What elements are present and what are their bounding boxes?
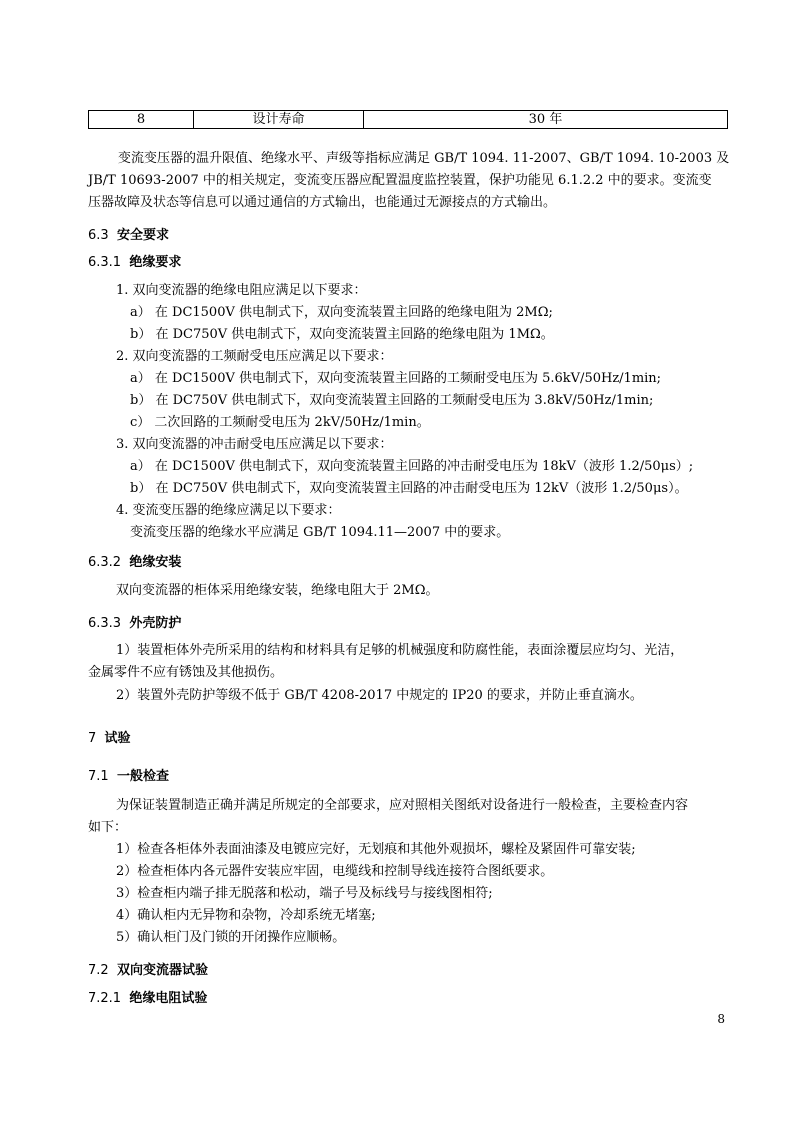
section-number: 7.2 [88, 963, 109, 978]
list-item: b） 在 DC750V 供电制式下，双向变流装置主回路的绝缘电阻为 1MΩ。 [130, 327, 554, 342]
section-number: 6.3.3 [88, 616, 122, 631]
paragraph: 金属零件不应有锈蚀及其他损伤。 [88, 665, 284, 680]
list-item: 1）检查各柜体外表面油漆及电镀应完好，无划痕和其他外观损坏，螺栓及紧固件可靠安装; [116, 842, 636, 857]
section-number: 6.3.2 [88, 555, 122, 570]
paragraph: 1）装置柜体外壳所采用的结构和材料具有足够的机械强度和防腐性能，表面涂覆层应均匀、光洁， [116, 643, 684, 658]
list-item: a） 在 DC1500V 供电制式下，双向变流装置主回路的工频耐受电压为 5.6kV/50Hz/1min; [130, 371, 662, 386]
list-item: 5）确认柜门及门锁的开闭操作应顺畅。 [116, 930, 346, 945]
list-item: a） 在 DC1500V 供电制式下，双向变流装置主回路的绝缘电阻为 2MΩ; [130, 305, 553, 320]
paragraph: 双向变流器的柜体采用绝缘安装，绝缘电阻大于 2MΩ。 [116, 583, 439, 598]
paragraph: 2）装置外壳防护等级不低于 GB/T 4208-2017 中规定的 IP20 的要求，并防止垂直滴水。 [116, 688, 643, 703]
spec-table [88, 110, 728, 129]
list-item: 3. 双向变流器的冲击耐受电压应满足以下要求： [116, 437, 393, 452]
list-item: 2）检查柜体内各元器件安装应牢固，电缆线和控制导线连接符合图纸要求。 [116, 864, 554, 879]
row-index-cell: 8 [89, 111, 194, 129]
list-item: c） 二次回路的工频耐受电压为 2kV/50Hz/1min。 [130, 415, 430, 430]
intro-line-3: 压器故障及状态等信息可以通过通信的方式输出，也能通过无源接点的方式输出。 [88, 195, 557, 210]
list-item: b） 在 DC750V 供电制式下，双向变流装置主回路的冲击耐受电压为 12kV（波形 1.2/50μs）。 [130, 481, 688, 496]
section-heading-7-1 [88, 767, 169, 787]
list-item: 变流变压器的绝缘水平应满足 GB/T 1094.11—2007 中的要求。 [130, 525, 510, 540]
section-heading-7 [88, 729, 131, 749]
list-item: 1. 双向变流器的绝缘电阻应满足以下要求： [116, 283, 367, 298]
section-number: 7.1 [88, 769, 109, 784]
list-item: 4）确认柜内无异物和杂物，冷却系统无堵塞; [116, 908, 376, 923]
list-item: 2. 双向变流器的工频耐受电压应满足以下要求： [116, 349, 393, 364]
section-title: 绝缘安装 [129, 555, 182, 570]
row-item-cell: 设计寿命 [194, 111, 364, 129]
section-number: 7.2.1 [88, 991, 122, 1006]
section-title: 外壳防护 [129, 616, 182, 631]
section-title: 试验 [104, 731, 131, 746]
section-heading-6-3-1 [88, 253, 181, 273]
intro-line-2: JB/T 10693-2007 中的相关规定，变流变压器应配置温度监控装置，保护功能见 6.1.2.2 中的要求。变流变 [88, 173, 712, 188]
list-item: a） 在 DC1500V 供电制式下，双向变流装置主回路的冲击耐受电压为 18kV（波形 1.2/50μs）; [130, 459, 694, 474]
paragraph: 如下： [88, 820, 128, 835]
list-item: 3）检查柜内端子排无脱落和松动，端子号及标线号与接线图相符; [116, 886, 493, 901]
section-heading-6-3 [88, 226, 169, 246]
section-number: 7 [88, 731, 97, 746]
section-heading-7-2-1 [88, 989, 207, 1009]
list-item: 4. 变流变压器的绝缘应满足以下要求： [116, 503, 341, 518]
list-item: b） 在 DC750V 供电制式下，双向变流装置主回路的工频耐受电压为 3.8kV/50Hz/1min; [130, 393, 654, 408]
section-title: 一般检查 [116, 769, 169, 784]
section-title: 安全要求 [116, 228, 169, 243]
section-heading-6-3-3 [88, 614, 181, 634]
page-number: 8 [717, 1012, 725, 1026]
section-heading-7-2 [88, 961, 208, 981]
paragraph: 为保证装置制造正确并满足所规定的全部要求，应对照相关图纸对设备进行一般检查，主要检查内容 [116, 798, 689, 813]
row-value-cell: 30 年 [364, 111, 728, 129]
intro-line-1: 变流变压器的温升限值、绝缘水平、声级等指标应满足 GB/T 1094. 11-2007、GB/T 1094. 10-2003 及 [118, 151, 730, 166]
section-number: 6.3.1 [88, 255, 122, 270]
section-heading-6-3-2 [88, 553, 181, 573]
section-title: 绝缘电阻试验 [129, 991, 208, 1006]
section-title: 绝缘要求 [129, 255, 182, 270]
section-title: 双向变流器试验 [116, 963, 208, 978]
table-row [89, 111, 728, 129]
section-number: 6.3 [88, 228, 109, 243]
